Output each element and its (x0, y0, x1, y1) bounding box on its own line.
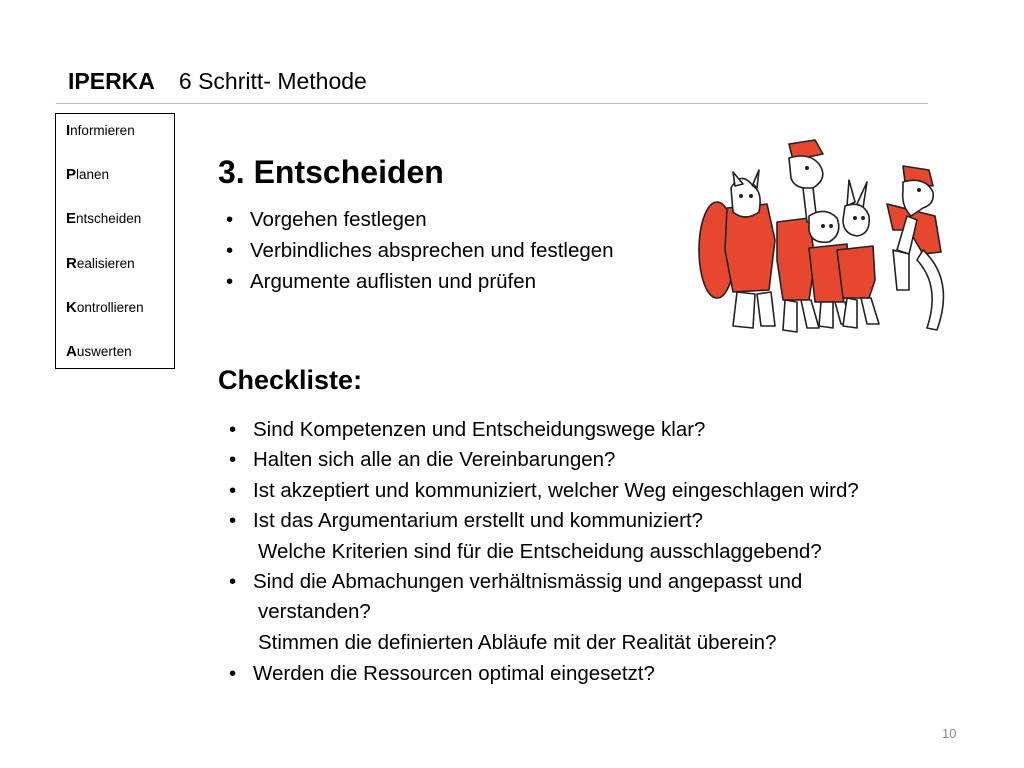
step-entscheiden (66, 210, 141, 228)
iperka-steps-box (55, 113, 175, 369)
checklist-item: • Werden die Ressourcen optimal eingesetzt? (253, 660, 655, 688)
step-initial: I (66, 122, 71, 139)
step-label: ontrollieren (76, 300, 144, 315)
checklist-item: • Sind die Abmachungen verhältnismässig und angepasst und (253, 568, 802, 596)
slide-subtitle: 6 Schritt- Methode (178, 68, 367, 94)
title-divider (56, 103, 928, 104)
checklist-continuation: verstanden? (258, 600, 371, 623)
step-label: nformieren (70, 123, 135, 138)
step-initial: P (66, 166, 77, 183)
step-label: lanen (76, 167, 110, 182)
checklist-continuation: Welche Kriterien sind für die Entscheidung ausschlaggebend? (258, 540, 822, 563)
checklist-item: • Halten sich alle an die Vereinbarungen? (253, 446, 615, 474)
step-realisieren (66, 255, 135, 273)
step-label: ntscheiden (76, 211, 142, 226)
step-auswerten (66, 343, 132, 361)
brand-label: IPERKA (68, 68, 155, 94)
checklist-continuation: Stimmen die definierten Abläufe mit der Realität überein? (258, 631, 777, 654)
cartoon-animals-group-icon (697, 130, 957, 345)
step-initial: R (66, 255, 77, 272)
section-heading: 3. Entscheiden (218, 154, 444, 190)
step-planen (66, 166, 109, 184)
step-initial: A (66, 343, 77, 360)
step-kontrollieren (66, 299, 144, 317)
bullet-item: • Verbindliches absprechen und festlegen (250, 237, 614, 265)
step-label: ealisieren (76, 256, 135, 271)
slide-title (68, 66, 367, 96)
step-informieren (66, 122, 135, 140)
page-number: 10 (942, 726, 957, 741)
checklist-item: • Ist akzeptiert und kommuniziert, welcher Weg eingeschlagen wird? (253, 477, 859, 505)
step-initial: K (66, 299, 77, 316)
bullet-item: • Vorgehen festlegen (250, 206, 427, 234)
step-label: uswerten (76, 344, 132, 359)
checklist-item: • Sind Kompetenzen und Entscheidungswege klar? (253, 416, 705, 444)
bullet-item: • Argumente auflisten und prüfen (250, 268, 536, 296)
checklist-heading: Checkliste: (218, 365, 363, 395)
step-initial: E (66, 210, 77, 227)
checklist-item: • Ist das Argumentarium erstellt und kommuniziert? (253, 507, 703, 535)
